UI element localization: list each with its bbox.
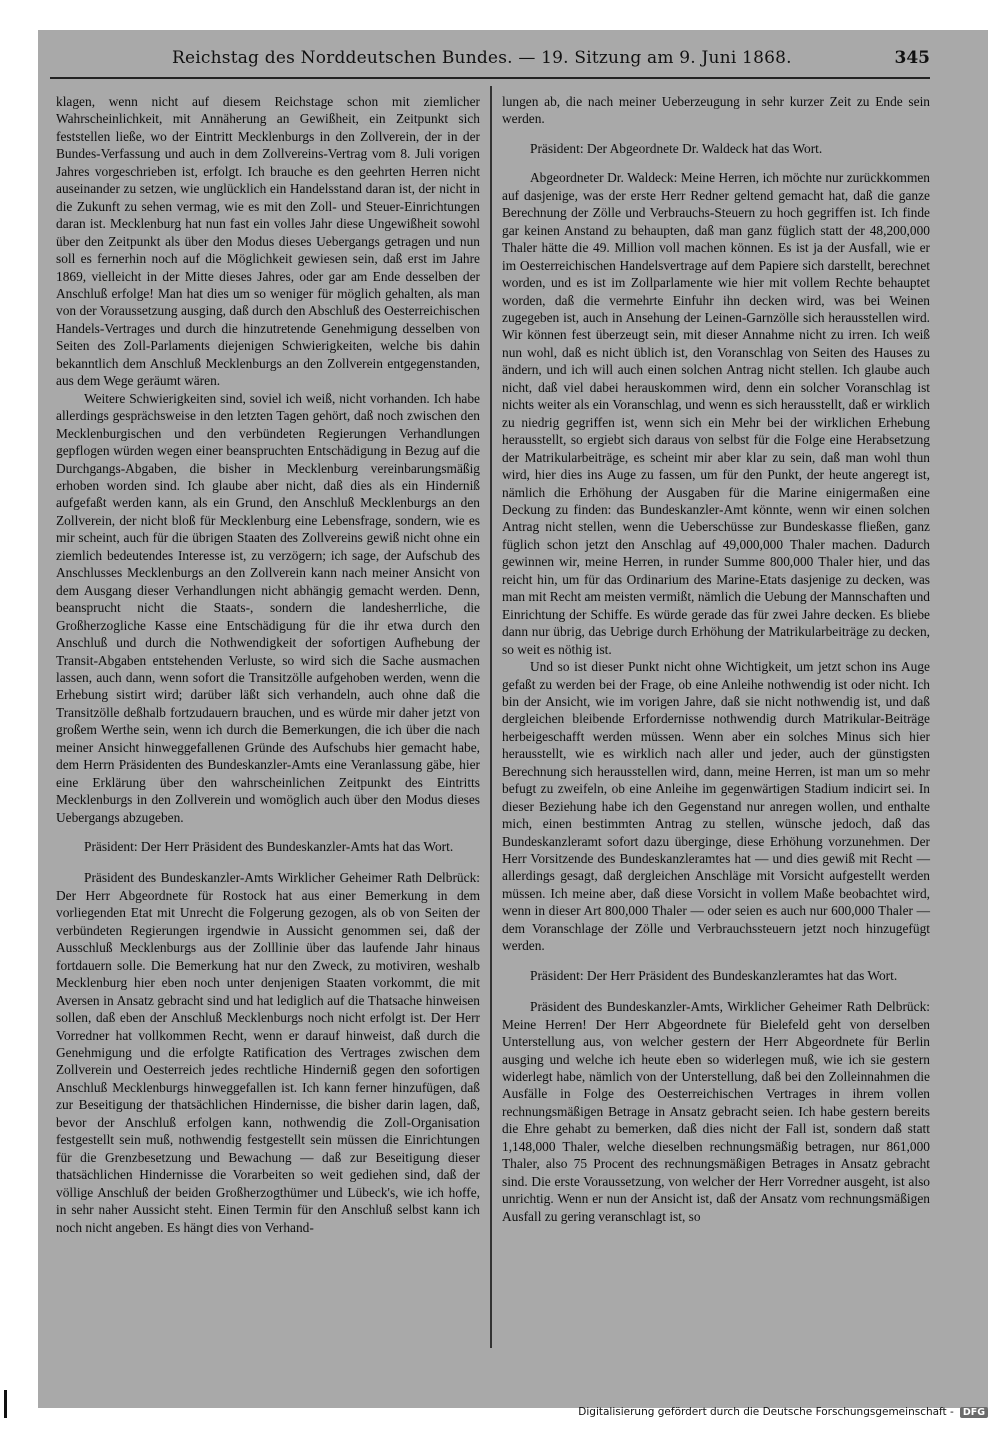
speaker-paragraph: Präsident: Der Herr Präsident des Bundeskanzleramtes hat das Wort.	[530, 967, 898, 983]
scan-edge-mark	[4, 1390, 7, 1418]
dfg-logo: DFG	[960, 1407, 988, 1418]
right-column	[502, 93, 930, 1225]
footer-text: Digitalisierung gefördert durch die Deutsche Forschungsgemeinschaft -	[578, 1406, 954, 1418]
speaker-paragraph: Präsident: Der Herr Präsident des Bundeskanzler-Amts hat das Wort.	[84, 839, 454, 855]
paragraph: Und so ist dieser Punkt nicht ohne Wichtigkeit, um jetzt schon ins Auge gefaßt zu werden bei der Frage, ob eine Anleihe nothwendig ist oder nicht. Ich bin der Ansicht, wie im vorigen Jahre, daß sie nicht nothwendig ist, und daß dergleichen bleibende Erfordernisse nothwendig durch Matrikular-Beiträge herbeigeschafft werden müssen. Wenn aber ein solches Minus sich hier herausstellt, wie es wirklich nach aller und jeder, auch der günstigsten Berechnung sich herausstellen wird, dann, meine Herren, ist man um so mehr befugt zu zweifeln, ob eine Anleihe im gegenwärtigen Stadium indicirt sei. In dieser Beziehung habe ich den Gegenstand nur anregen wollen, und enthalte mich, einen bestimmten Antrag zu stellen, wünsche jedoch, daß das Bundeskanzleramt sofort dazu überginge, diese Erhöhung vorzunehmen. Der Herr Vorsitzende des Bundeskanzleramtes hat — und dies gewiß mit Recht — allerdings gesagt, daß dergleichen Anschläge mit Vorsicht aufgestellt werden müssen. Ich meine aber, daß diese Vorsicht in vollem Maße beobachtet wird, wenn in dieser Art 800,000 Thaler — oder seien es auch nur 600,000 Thaler — dem Voranschlage der Zölle und Verbrauchssteuern jetzt noch hinzugefügt werden.	[502, 659, 930, 954]
speaker-paragraph: Präsident: Der Abgeordnete Dr. Waldeck hat das Wort.	[530, 140, 823, 156]
paragraph: Präsident des Bundeskanzler-Amts, Wirklicher Geheimer Rath Delbrück: Meine Herren! Der Herr Abgeordnete für Bielefeld geht von derselben Unterstellung aus, von welcher gestern der Herr Abgeordnete für Berlin ausging und welche ich heute eben so widerlegen muß, wie ich sie gestern widerlegt habe, nämlich von der Unterstellung, daß bei den Zolleinnahmen die Ausfälle in Folge des Oesterreichischen Vertrages in ihrem vollen rechnungsmäßigen Betrage in Ansatz gebracht seien. Ich habe gestern bereits die Ehre gehabt zu bemerken, daß dies nicht der Fall ist, sondern daß statt 1,148,000 Thaler, welche dieselben rechnungsmäßig betragen, nur 861,000 Thaler, also 75 Procent des rechnungsmäßigen Betrages in Ansatz gebracht sind. Die erste Voraussetzung, von welcher der Herr Vorredner ausgeht, ist also unrichtig. Wenn er nun der Ansicht ist, daß der Ansatz vom rechnungsmäßigen Ausfall zu gering veranschlagt ist, so	[502, 999, 930, 1224]
paragraph: lungen ab, die nach meiner Ueberzeugung in sehr kurzer Zeit zu Ende sein werden.	[502, 94, 930, 127]
header-title: Reichstag des Norddeutschen Bundes. — 19. Sitzung am 9. Juni 1868.	[172, 48, 792, 68]
column-divider	[490, 86, 492, 1348]
paragraph: Abgeordneter Dr. Waldeck: Meine Herren, ich möchte nur zurückkommen auf dasjenige, was der erste Herr Redner geltend gemacht hat, daß die ganze Berechnung der Zölle und Verbrauchs-Steuern zu hoch gegriffen ist. Ich finde gar keinen Anstand zu behaupten, daß man ganz füglich statt der 48,200,000 Thaler hätte die 49. Million voll machen können. Es ist ja der Ausfall, wie er im Oesterreichischen Handelsvertrage auf dem Papiere sich darstellt, berechnet worden, und es ist im Zollparlamente wie hier mit vollem Rechte behauptet worden, daß die vermehrte Einfuhr ihn decken wird, was bei Weinen zugegeben ist, auch in Ansehung der Leinen-Garnzölle sich herausstellen wird. Wir können fest überzeugt sein, mit dieser Annahme nicht zu irren. Ich weiß nun wohl, daß es nicht üblich ist, den Voranschlag von Seiten des Hauses zu ändern, und ich will auch einen solchen Antrag nicht stellen. Ich glaube auch nicht, daß viel dabei herauskommen wird, denn ein solcher Voranschlag ist nichts weiter als ein Voranschlag, und wenn es sich herausstellt, daß er wirklich zu niedrig gegriffen ist, wenn sich ein Mehr bei der wirklichen Erhebung herausstellt, so ergiebt sich daraus von selbst für die Folge eine Herabsetzung der Matrikularbeiträge, es scheint mir aber klar zu sein, daß man wohl thun wird, hier dies ins Auge zu fassen, um für den Punkt, der heute angeregt ist, nämlich die Erhöhung der Ausgaben für die Marine einigermaßen eine Deckung zu finden: das Bundeskanzler-Amt könnte, wenn wir einen solchen Antrag nicht stellen, wenn die Ueberschüsse zur Bundeskasse fließen, ganz füglich schon jetzt den Anschlag auf 49,000,000 Thaler machen. Dadurch gewinnen wir, meine Herren, in runder Summe 800,000 Thaler hier, und das reicht hin, um für das Ordinarium des Marine-Etats dasjenige zu decken, was man mit Recht am meisten vermißt, nämlich die Uebung der Mannschaften und Einrichtung der Schiffe. Es würde gerade das für zwei Jahre decken. Es bliebe dann nur übrig, das Uebrige durch Erhöhung der Matrikularbeiträge zu decken, so weit es nöthig ist.	[502, 170, 930, 657]
paragraph: Präsident des Bundeskanzler-Amts Wirklicher Geheimer Rath Delbrück: Der Herr Abgeordnete für Rostock hat aus einer Bemerkung in dem vorliegenden Etat mit Unrecht die Folgerung gezogen, als ob von Seiten der verbündeten Regierungen irgendwie in Aussicht genommen sei, daß der Ausschluß Mecklenburgs aus der Zolllinie über das laufende Jahr hinaus fortdauern solle. Die Bemerkung hat nur den Zweck, zu motiviren, weshalb Mecklenburg hier eben noch unter denjenigen Staaten vorkommt, die mit Aversen in Ansatz gebracht sind und hat lediglich auf die Thatsache hinweisen sollen, daß eben der Anschluß Mecklenburgs noch nicht erfolgt ist. Der Herr Vorredner hat vollkommen Recht, wenn er darauf hinweist, daß durch die Genehmigung und die erfolgte Ratification des Vertrages zwischen dem Zollverein und Oesterreich jedes rechtliche Hinderniß gegen den sofortigen Anschluß Mecklenburgs hinweggefallen ist. Ich kann ferner hinzufügen, daß zur Beseitigung der thatsächlichen Hindernisse, die bisher darin lagen, daß, bevor der Anschluß erfolgen kann, nothwendig die Zoll-Organisation festgestellt sein muß, nothwendig festgestellt sein müssen die Einrichtungen für die Grenzbesetzung und Bewachung — daß zur Beseitigung dieser thatsächlichen Hindernisse die Vorarbeiten so weit gediehen sind, daß der völlige Anschluß der beiden Großherzogthümer und Lübeck's, wie ich hoffe, in sehr naher Aussicht steht. Einen Termin für den Anschluß selbst kann ich noch nicht angeben. Es hängt dies von Verhand-	[56, 870, 480, 1235]
running-header	[60, 48, 930, 78]
paragraph: Weitere Schwierigkeiten sind, soviel ich weiß, nicht vorhanden. Ich habe allerdings gesprächsweise in den letzten Tagen gehört, daß noch zwischen den Mecklenburgischen und den verbündeten Regierungen Verhandlungen gepflogen würden wegen einer beanspruchten Entschädigung in Bezug auf die Durchgangs-Abgaben, die bisher in Mecklenburg vereinbarungsmäßig erhoben worden sind. Ich glaube aber nicht, daß dies als ein Hinderniß aufgefaßt werden kann, als ein Grund, den Anschluß Mecklenburgs an den Zollverein, der nicht bloß für Mecklenburg eine Lebensfrage, sondern, wie es mir scheint, auch für die übrigen Staaten des Zollvereins gewiß nicht ohne ein ziemlich bedeutendes Interesse ist, zu verzögern; ich sage, der Aufschub des Anschlusses Mecklenburgs an den Zollverein kann nach meiner Ansicht von dem Ausgang dieser Verhandlungen nicht abhängig gemacht werden. Denn, beansprucht nicht die Staats-, sondern die landesherrliche, die Großherzogliche Kasse eine Entschädigung für die ihr etwa durch den Anschluß und durch die Nothwendigkeit der sofortigen Aufhebung der Transit-Abgaben entstehenden Verluste, so wird sich die Sache ausmachen lassen, auch dann, wenn sofort die Transitzölle aufgehoben werden, wenn die Erhebung sistirt wird; darüber läßt sich verhandeln, auch ohne daß die Transitzölle deßhalb fortzudauern brauchen, und es würde mir daher jetzt von großem Werthe sein, wenn ich durch die Bemerkungen, die ich über die nach meiner Ansicht hinweggefallenen Gründe des Aufschubs hier gemacht habe, dem Herrn Präsidenten des Bundeskanzler-Amts eine Veranlassung gäbe, hier eine Erklärung über den wahrscheinlichen Zeitpunkt des Eintritts Mecklenburgs in den Zollverein und womöglich auch über den Modus dieses Uebergangs abzugeben.	[56, 390, 480, 825]
paragraph: klagen, wenn nicht auf diesem Reichstage schon mit ziemlicher Wahrscheinlichkeit, mit Annäherung an Gewißheit, ein Zeitpunkt sich feststellen ließe, wo der Eintritt Mecklenburgs in den Zollverein, der in der Bundes-Verfassung und auch in dem Zollvereins-Vertrag vom 8. Juli vorigen Jahres vorgeschrieben ist, erfolgt. Ich brauche es den geehrten Herren nicht auseinander zu setzen, wie unglücklich ein Handelsstand daran ist, der nicht in die Zukunft zu sehen vermag, wie es mit den Zoll- und Steuer-Einrichtungen daran ist. Mecklenburg hat nun fast ein volles Jahr diese Ungewißheit sowohl über den Zeitpunkt als über den Modus dieses Uebergangs getragen und nun soll es fernerhin noch auf die Möglichkeit gewiesen sein, daß erst im Jahre 1869, vielleicht in der Mitte dieses Jahres, oder gar am Ende desselben der Anschluß erfolge! Man hat dies um so weniger für möglich gehalten, als man von der Voraussetzung ausging, daß durch den Abschluß des Oesterreichischen Handels-Vertrages und durch die hinzutretende Genehmigung desselben von Seiten des Zoll-Parlaments diejenigen Schwierigkeiten, welche bis dahin bekanntlich dem Anschluß Mecklenburgs an den Zollverein entgegenstanden, aus dem Wege geräumt wären.	[56, 94, 480, 389]
funding-footer	[578, 1406, 988, 1418]
page-number: 345	[894, 48, 930, 68]
header-rule	[50, 77, 930, 79]
left-column	[56, 93, 480, 1236]
